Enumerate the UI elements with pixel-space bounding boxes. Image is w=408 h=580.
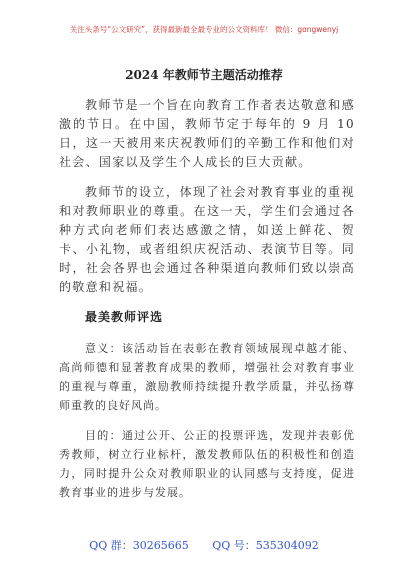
footer-contact	[0, 537, 408, 553]
intro-paragraph-2: 教师节的设立，体现了社会对教育事业的重视和对教师职业的尊重。在这一天，学生们会通过各种方式向老师们表达感激之情，如送上鲜花、贺卡、小礼物，或者组织庆祝活动、表演节目等。同时，社会各界也会通过各种渠道向教师们致以崇高的敬意和祝福。	[59, 185, 355, 294]
document-body	[59, 96, 355, 513]
document-title: 2024 年教师节主题活动推荐	[125, 68, 283, 82]
section-paragraph-meaning: 意义：该活动旨在表彰在教育领域展现卓越才能、高尚师德和显著教育成果的教师，增强社会对教育事业的重视与尊重，激励教师持续提升教学质量，并弘扬尊师重教的良好风尚。	[59, 342, 355, 412]
section-heading: 最美教师评选	[85, 310, 164, 324]
intro-paragraph-1: 教师节是一个旨在向教育工作者表达敬意和感激的节日。在中国，教师节定于每年的 9 月 10 日，这一天被用来庆祝教师们的辛勤工作和他们对社会、国家以及学生个人成长的巨大贡献。	[59, 98, 355, 169]
header-promo-note: 关注头条号“公文研究”，获得最新最全最专业的公文资料库！ 微信：gongwenyj	[69, 25, 339, 34]
footer-qq-number: QQ 号：535304092	[212, 539, 319, 552]
section-paragraph-purpose: 目的：通过公开、公正的投票评选，发现并表彰优秀教师，树立行业标杆，激发教师队伍的积极性和创造力，同时提升公众对教师职业的认同感与支持度，促进教育事业的进步与发展。	[59, 429, 355, 499]
footer-qq-group: QQ 群：30265665	[89, 539, 189, 552]
